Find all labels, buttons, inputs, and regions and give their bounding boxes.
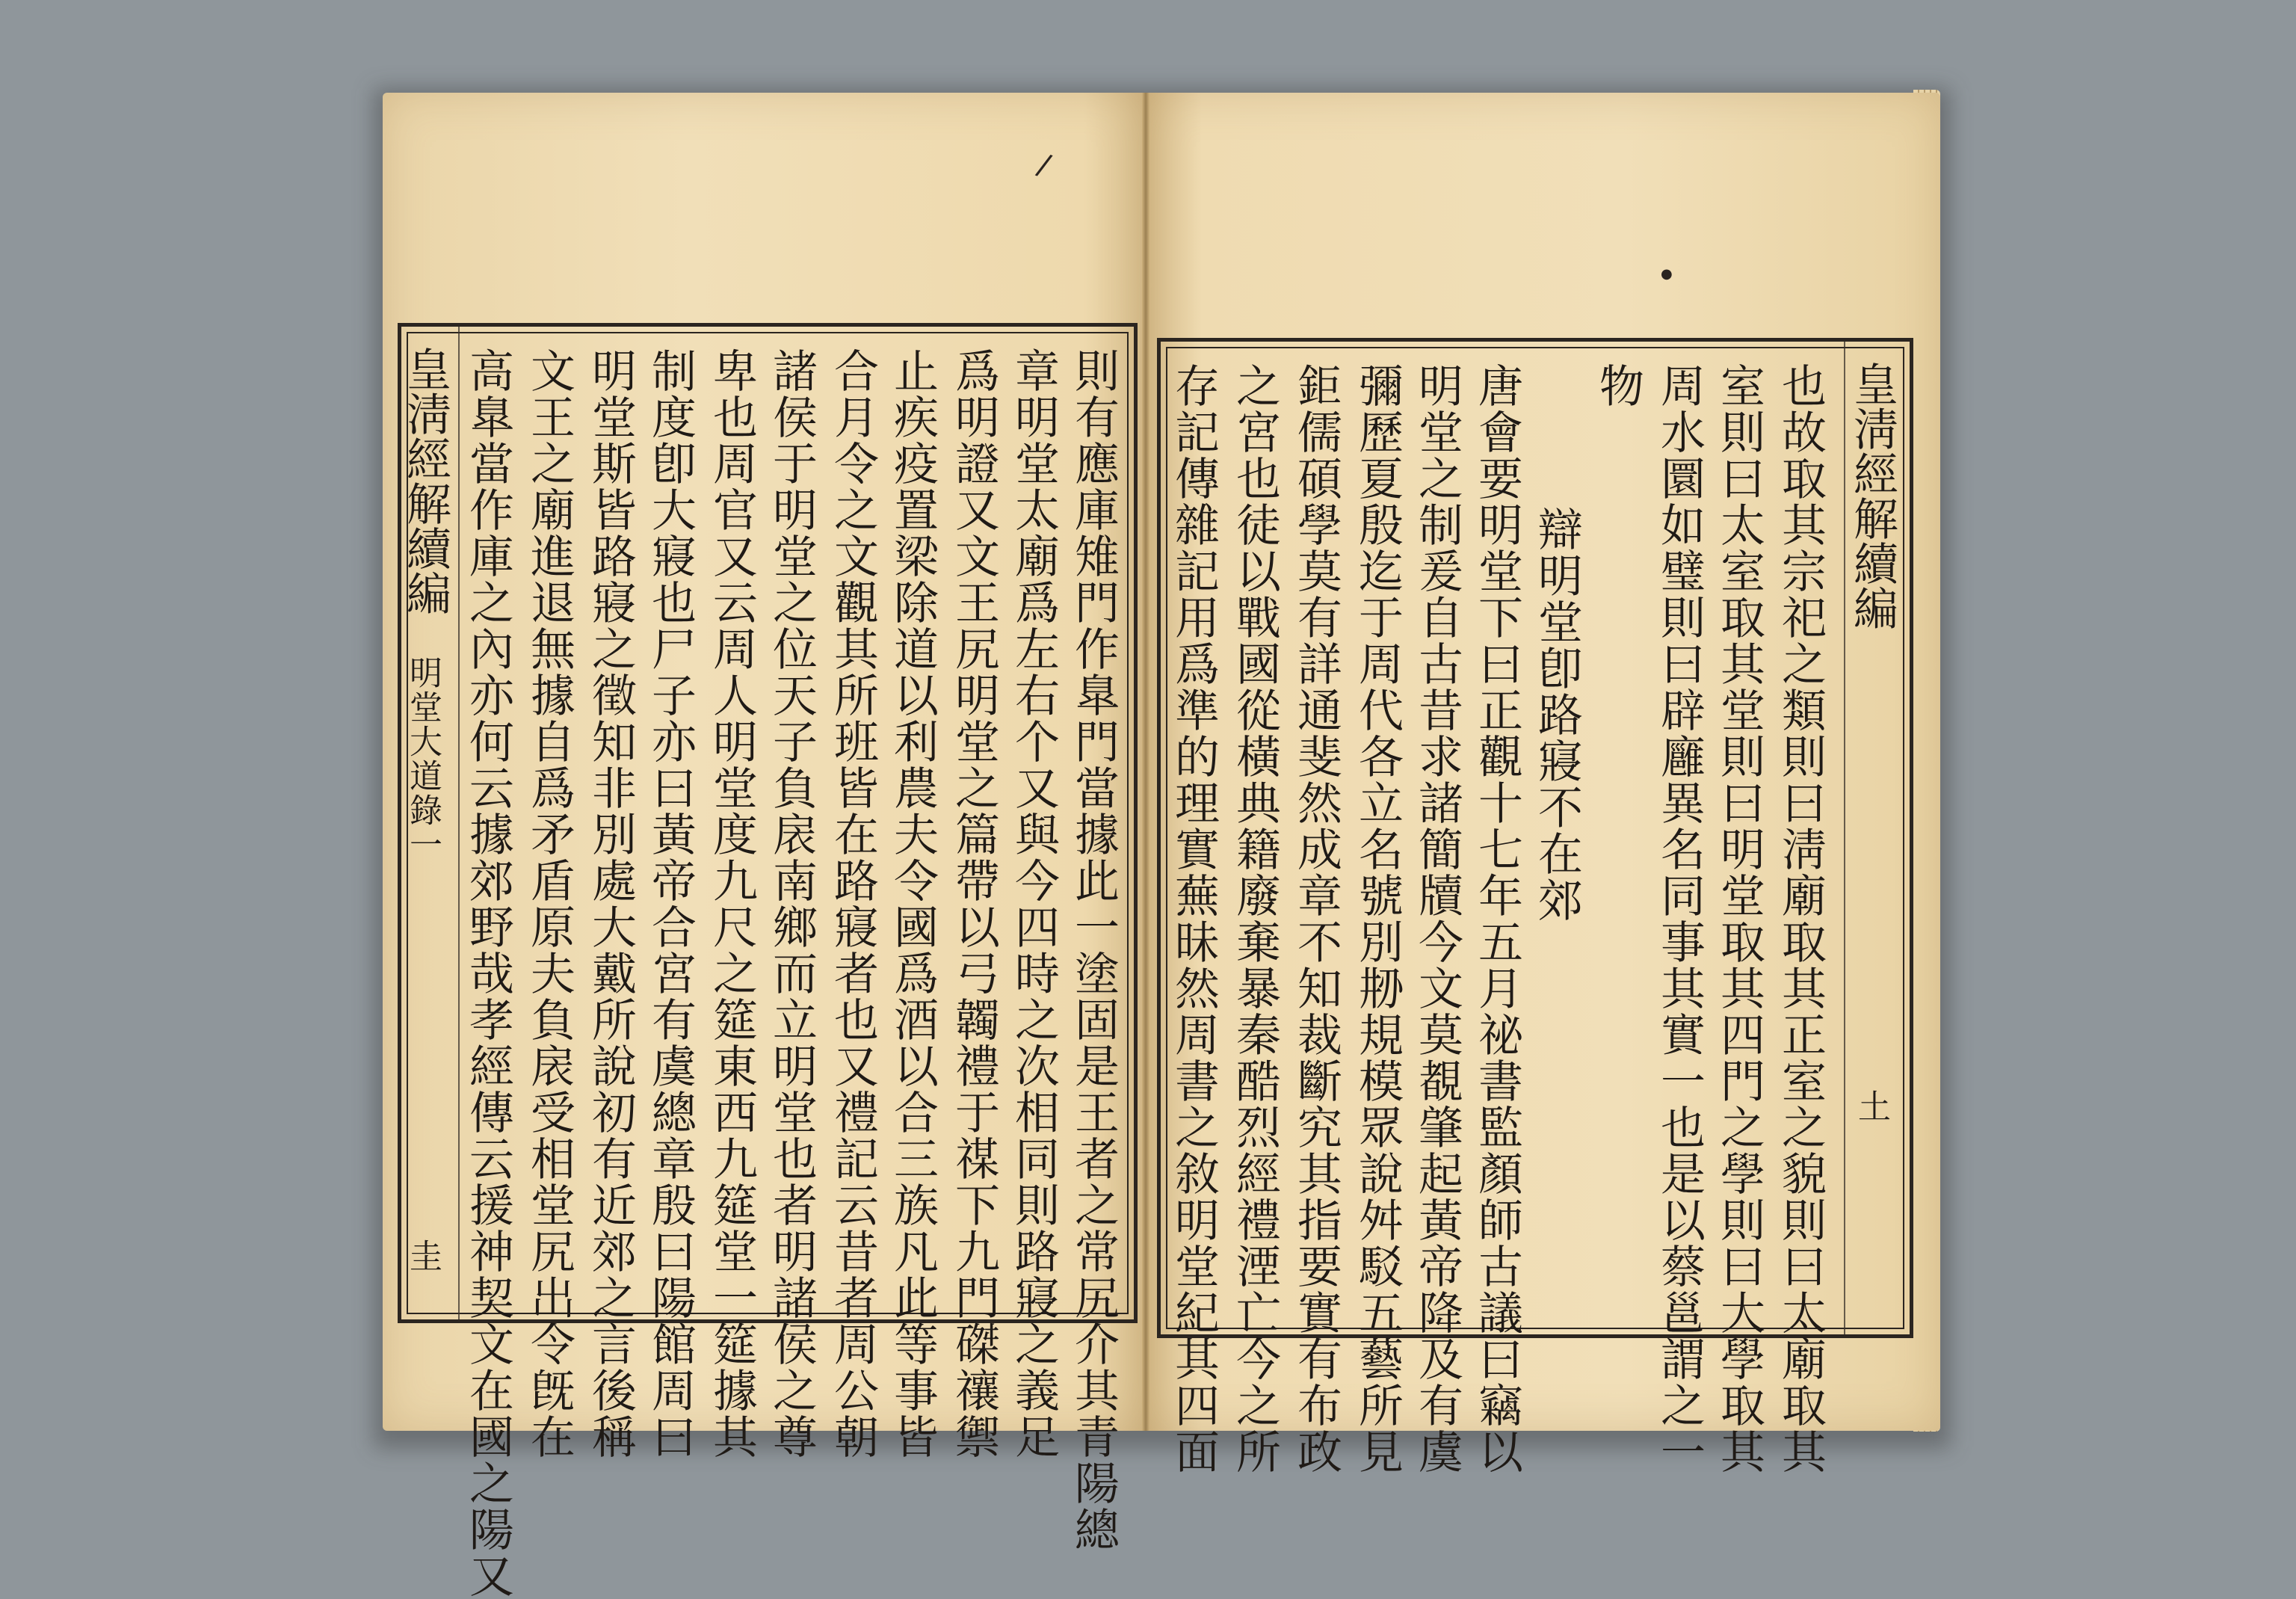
ink-mark: / bbox=[1033, 147, 1055, 183]
ink-dot: ● bbox=[1661, 266, 1673, 282]
text-column: 周水圜如璧則曰辟廱異名同事其實一也是以蔡邕謂之一 bbox=[1653, 363, 1706, 1475]
book-gutter bbox=[1142, 93, 1149, 1431]
column-rule bbox=[1844, 342, 1845, 1334]
text-column: 制度卽大寢也尸子亦曰黃帝合宮有虞總章殷曰陽館周曰 bbox=[644, 348, 697, 1460]
text-column: 室則曰太室取其堂則曰明堂取其四門之學則曰大學取其 bbox=[1713, 363, 1765, 1475]
margin-chapter: 明堂大道錄一 bbox=[404, 656, 442, 862]
text-column: 彌歷夏殷迄于周代各立名號別刱規模眾說舛駁五藝所見 bbox=[1351, 363, 1404, 1475]
margin-page-number: 圭 bbox=[404, 1239, 442, 1273]
text-column: 則有應庫雉門作臯門當據此一塗固是王者之常尻介其青陽總 bbox=[1067, 348, 1120, 1553]
text-column: 文王之廟進退無據自爲矛盾原夫負扆受相堂尻出令旣在 bbox=[523, 348, 575, 1460]
text-column: 物 bbox=[1592, 363, 1644, 409]
text-column: 高臯當作庫之內亦何云據郊野哉孝經傳云援神契文在國之陽又 bbox=[462, 348, 514, 1599]
text-column: 也故取其宗祀之類則曰淸廟取其正室之貌則曰太廟取其 bbox=[1774, 363, 1827, 1475]
margin-page-number: 土 bbox=[1852, 1089, 1890, 1124]
right-text-frame bbox=[1157, 338, 1913, 1475]
text-column: 合月令之文觀其所班皆在路寢者也又禮記云昔者周公朝 bbox=[827, 348, 879, 1460]
column-rule bbox=[458, 327, 460, 1319]
left-text-frame bbox=[398, 323, 1138, 1599]
text-column: 卑也周官又云周人明堂度九尺之筵東西九筵堂一筵據其 bbox=[706, 348, 758, 1460]
text-column: 諸侯于明堂之位天子負扆南鄉而立明堂也者明諸侯之尊 bbox=[765, 348, 818, 1460]
text-column: 之宮也徒以戰國從橫典籍廢棄暴秦酷烈經禮湮亡今之所 bbox=[1229, 363, 1281, 1475]
text-column: 鉅儒碩學莫有詳通斐然成章不知裁斷究其指要實有布政 bbox=[1290, 363, 1342, 1475]
margin-title: 皇淸經解續編 bbox=[1846, 361, 1898, 630]
text-column: 唐會要明堂下曰正觀十七年五月祕書監顏師古議曰竊以 bbox=[1471, 363, 1523, 1475]
text-column: 存記傳雜記用爲準的理實蕪昧然周書之敘明堂紀其四面 bbox=[1167, 363, 1220, 1475]
text-column: 明堂之制爰自古昔求諸簡牘今文莫覩肇起黃帝降及有虞 bbox=[1411, 363, 1463, 1475]
text-column: 章明堂太廟爲左右个又與今四時之次相同則路寢之義足 bbox=[1007, 348, 1060, 1460]
text-column: 止疾疫置梁除道以利農夫令國爲酒以合三族凡此等事皆 bbox=[886, 348, 939, 1460]
section-heading: 辯明堂卽路寢不在郊 bbox=[1531, 506, 1583, 923]
text-column: 明堂斯皆路寢之徵知非別處大戴所說初有近郊之言後稱 bbox=[584, 348, 637, 1460]
margin-title: 皇淸經解續編 bbox=[399, 346, 451, 615]
text-column: 爲明證又文王尻明堂之篇帶以弓韣禮于禖下九門磔禳禦 bbox=[948, 348, 1000, 1460]
